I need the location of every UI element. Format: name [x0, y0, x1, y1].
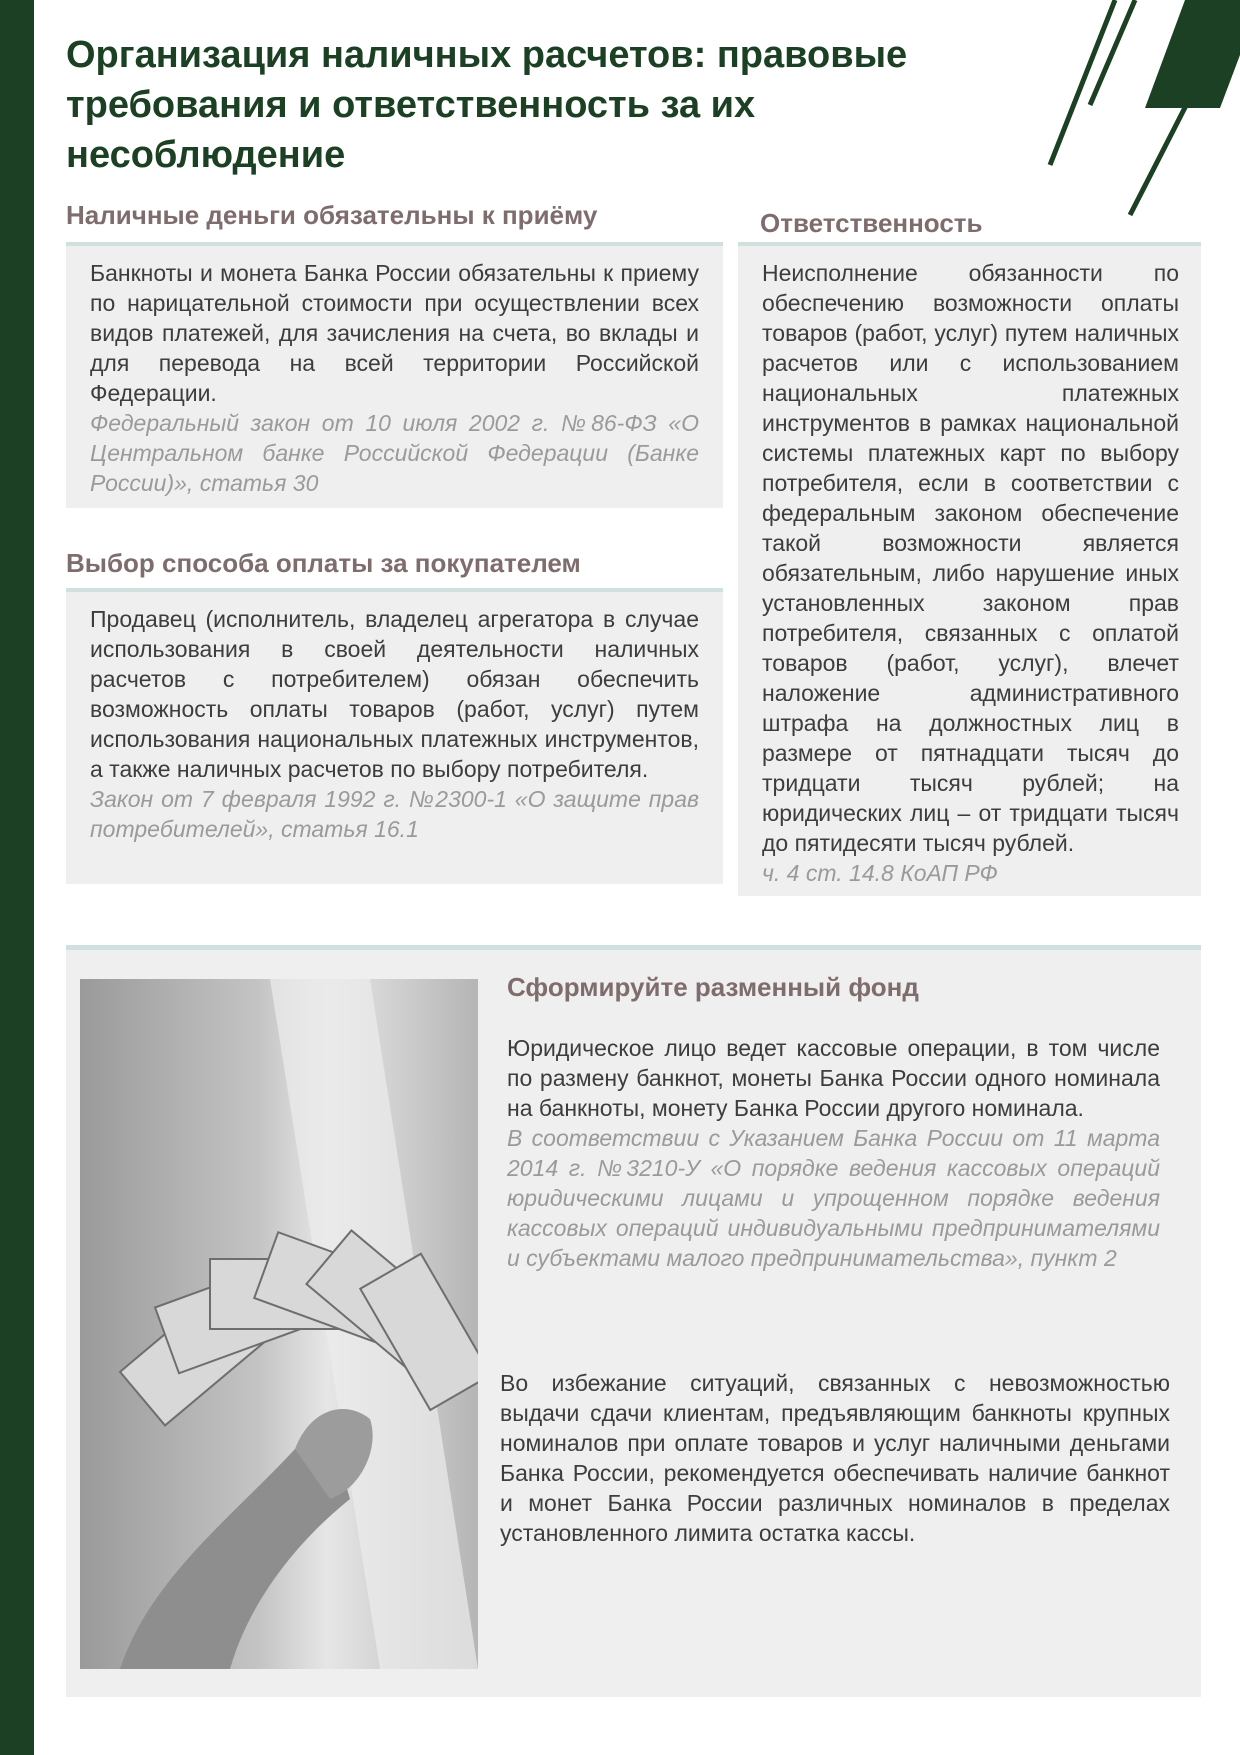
change-fund-body: Юридическое лицо ведет кассовые операции, в том числе по размену банкнот, монеты Банка России одного номинала на банкноты, монету Банка России другого номинала. [507, 1035, 1160, 1121]
responsibility-body: Неисполнение обязанности по обеспечению возможности оплаты товаров (работ, услуг) путем наличных расчетов или с использованием национальных платежных инструментов в рамках национальной системы платежных карт по выбору потребителя, если в соответствии с федеральным законом обеспечение такой возможности является обязательным, либо нарушение иных установленных законом прав потребителя, связанных с оплатой товаров (работ, услуг), влечет наложение административного штрафа на должностных лиц в размере от пятнадцати тысяч до тридцати тысяч рублей; на юридических лиц – от тридцати тысяч до пятидесяти тысяч рублей. [762, 260, 1179, 856]
decorative-stripes [980, 0, 1240, 230]
change-fund-source: В соответствии с Указанием Банка России от 11 марта 2014 г. №3210-У «О порядке ведения кассовых операций юридическими лицами и упрощенном порядке ведения кассовых операций индивидуальными предпринимателями и субъектами малого предпринимательства», пункт 2 [507, 1125, 1160, 1271]
change-fund-text-block [507, 1033, 1160, 1273]
money-fan-photo [80, 979, 478, 1669]
change-fund-recommendation: Во избежание ситуаций, связанных с невозможностью выдачи сдачи клиентам, предъявляющим банкноты крупных номиналов при оплате товаров и услуг наличными деньгами Банка России, рекомендуется обеспечивать наличие банкнот и монет Банка России различных номиналов в пределах установленного лимита остатка кассы. [500, 1370, 1170, 1546]
payment-choice-heading: Выбор способа оплаты за покупателем [66, 548, 581, 578]
responsibility-heading: Ответственность [760, 208, 983, 238]
payment-choice-source: Закон от 7 февраля 1992 г. №2300-1 «О защите прав потребителей», статья 16.1 [90, 786, 699, 842]
stripe-1 [1050, 0, 1115, 165]
payment-choice-body: Продавец (исполнитель, владелец агрегатора в случае использования в своей деятельности наличных расчетов с потребителем) обязан обеспечить возможность оплаты товаров (работ, услуг) путем использования национальных платежных инструментов, а также наличных расчетов по выбору потребителя. [90, 606, 699, 782]
cash-acceptance-body: Банкноты и монета Банка России обязательны к приему по нарицательной стоимости при осуществлении всех видов платежей, для зачисления на счета, во вклады и для перевода на всей территории Российской Федерации. [90, 260, 699, 406]
recommendation-block [500, 1368, 1170, 1548]
cash-acceptance-source: Федеральный закон от 10 июля 2002 г. №86-ФЗ «О Центральном банке Российской Федерации (Банке России)», статья 30 [90, 410, 699, 496]
page-title: Организация наличных расчетов: правовые требования и ответственность за их несоблюдение [66, 34, 908, 176]
payment-choice-panel [66, 592, 723, 884]
left-accent-bar [0, 0, 34, 1755]
cash-acceptance-heading: Наличные деньги обязательны к приёму [66, 200, 598, 230]
cash-acceptance-panel [66, 246, 723, 508]
responsibility-panel [738, 246, 1201, 896]
change-fund-heading: Сформируйте разменный фонд [507, 972, 919, 1002]
responsibility-source: ч. 4 ст. 14.8 КоАП РФ [762, 860, 998, 886]
